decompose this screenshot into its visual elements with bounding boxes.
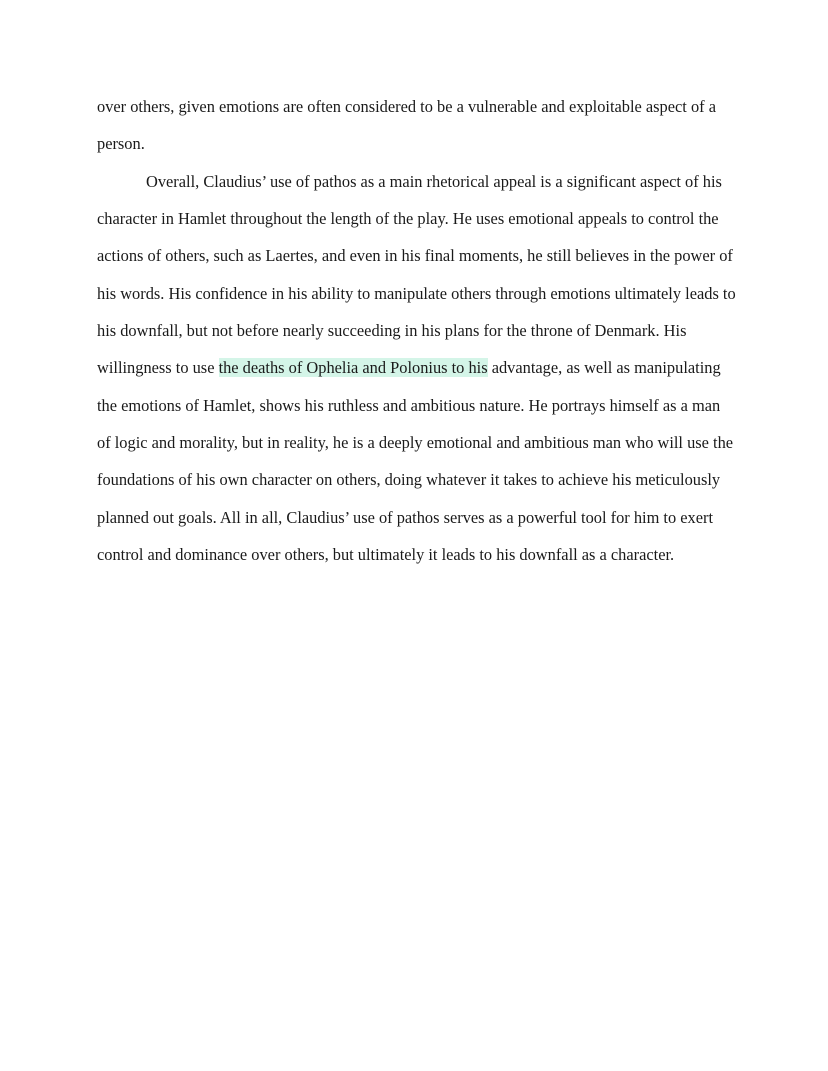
paragraph-2-line-6 [97,358,721,378]
paragraph-2-line-11: control and dominance over others, but ultimately it leads to his downfall as a character. [97,545,675,564]
paragraph-2-line-4: his words. His confidence in his ability to manipulate others through emotions ultimately leads to [97,284,736,303]
paragraph-2-line-5: his downfall, but not before nearly succeeding in his plans for the throne of Denmark. His [97,321,687,340]
highlighted-text[interactable]: the deaths of Ophelia and Polonius to his [218,358,488,377]
paragraph-1-line-2: person. [97,134,145,153]
paragraph-2-line-1: Overall, Claudius’ use of pathos as a main rhetorical appeal is a significant aspect of his [146,172,722,191]
paragraph-2-line-10: planned out goals. All in all, Claudius’ use of pathos serves as a powerful tool for him to exert [97,508,714,527]
line-6-text-before: willingness to use [97,358,219,377]
paragraph-2-line-3: actions of others, such as Laertes, and even in his final moments, he still believes in the power of [97,246,733,265]
paragraph-2-line-2: character in Hamlet throughout the length of the play. He uses emotional appeals to control the [97,209,719,228]
paragraph-2-line-8: of logic and morality, but in reality, he is a deeply emotional and ambitious man who will use the [97,433,734,452]
line-6-text-after: advantage, as well as manipulating [487,358,721,377]
paragraph-1-line-1: over others, given emotions are often considered to be a vulnerable and exploitable aspect of a [97,97,716,116]
paragraph-2-line-7: the emotions of Hamlet, shows his ruthless and ambitious nature. He portrays himself as a man [97,396,721,415]
paragraph-2-line-9: foundations of his own character on others, doing whatever it takes to achieve his meticulously [97,470,721,489]
